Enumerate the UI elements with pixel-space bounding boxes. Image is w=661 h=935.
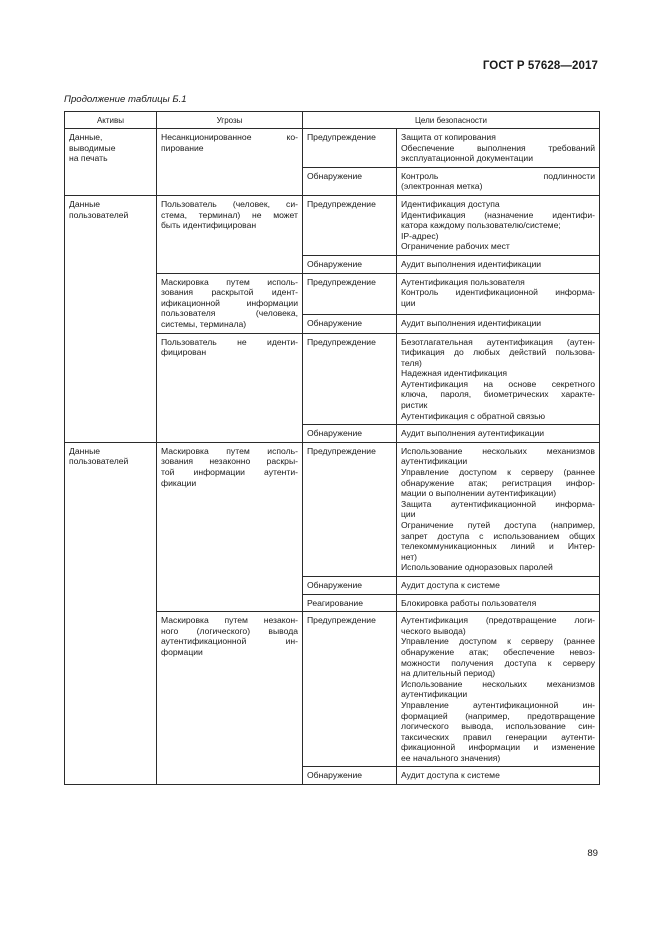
goal-type-cell	[303, 255, 397, 273]
goal-type-label: Обнаружение	[307, 579, 363, 590]
measures-cell	[397, 314, 600, 333]
text-line: той информации аутенти-	[161, 467, 298, 478]
text-line: Управление доступом к серверу (раннее	[401, 636, 596, 647]
text-line: теля)	[401, 357, 422, 368]
text-line: на печать	[69, 153, 108, 164]
goal-type-cell	[303, 273, 397, 314]
measures-cell	[397, 442, 600, 576]
goal-type-label: Предупреждение	[307, 445, 376, 456]
text-line: аутентификации	[401, 689, 468, 700]
text-line: выводимые	[69, 142, 116, 153]
text-line: логического вывода, использование син-	[401, 721, 596, 732]
text-line: стема, терминал) не может	[161, 209, 298, 220]
text-line: Безотлагательная аутентификация (аутен-	[401, 336, 596, 347]
goal-type-label: Обнаружение	[307, 170, 363, 181]
asset-cell	[65, 442, 157, 784]
text-line: Аудит выполнения идентификации	[401, 258, 542, 269]
text-line: Надежная идентификация	[401, 368, 508, 379]
goal-type-cell	[303, 594, 397, 612]
text-line: тификация до любых действий пользова-	[401, 347, 596, 358]
text-line: Контроль подлинности	[401, 170, 596, 181]
text-line: Ограничение путей доступа (например,	[401, 520, 596, 530]
text-line: Управление аутентификационной ин-	[401, 699, 596, 710]
threat-cell	[157, 195, 303, 273]
text-line: Аудит выполнения аутентификации	[401, 428, 545, 439]
text-line: ции	[401, 297, 416, 308]
goal-type-cell	[303, 612, 397, 767]
measures-cell	[397, 195, 600, 255]
text-line: таксических правил генерации аутенти-	[401, 731, 596, 742]
goal-type-cell	[303, 425, 397, 443]
text-line: нет)	[401, 551, 418, 562]
measures-cell	[397, 167, 600, 195]
goal-type-label: Предупреждение	[307, 198, 376, 209]
text-line: Несанкционированное ко-	[161, 132, 298, 142]
text-line: аутентификации	[401, 456, 468, 467]
measures-cell	[397, 612, 600, 767]
text-line: пирование	[161, 142, 204, 153]
goal-type-label: Обнаружение	[307, 770, 363, 781]
text-line: на длительный период)	[401, 668, 496, 679]
goal-type-label: Обнаружение	[307, 428, 363, 439]
text-line: можности получения доступа к серверу	[401, 657, 596, 668]
text-line: Контроль идентификационной информа-	[401, 287, 596, 298]
table-header-row	[65, 112, 600, 129]
text-line: Маскировка путем незакон-	[161, 615, 298, 626]
text-line: Маскировка путем исполь-	[161, 445, 298, 456]
text-line: Маскировка путем исполь-	[161, 276, 298, 287]
text-line: ческого вывода)	[401, 625, 466, 636]
text-line: ции	[401, 509, 416, 520]
text-line: Защита аутентификационной информа-	[401, 498, 596, 509]
goal-type-label: Предупреждение	[307, 615, 376, 626]
table-row	[65, 442, 600, 576]
text-line: Аутентификация на основе секретного	[401, 378, 596, 389]
text-line: формацией (например, предотвращение	[401, 710, 596, 721]
standard-number: ГОСТ Р 57628—2017	[482, 60, 598, 72]
text-line: Использование нескольких механизмов	[401, 445, 596, 456]
text-line: телекоммуникационных линий и Интер-	[401, 541, 596, 552]
column-header-goals: Цели безопасности	[303, 112, 600, 129]
text-line: фикационной информации и изменение	[401, 742, 596, 753]
text-line: Аутентификация с обратной связью	[401, 410, 546, 421]
text-line: Аутентификация пользователя	[401, 276, 525, 287]
goal-type-label: Предупреждение	[307, 132, 376, 142]
measures-cell	[397, 129, 600, 168]
threat-cell	[157, 333, 303, 442]
text-line: (электронная метка)	[401, 181, 483, 192]
asset-cell	[65, 129, 157, 196]
goal-type-cell	[303, 195, 397, 255]
text-line: ификационной информации	[161, 297, 298, 308]
goal-type-cell	[303, 167, 397, 195]
measures-cell	[397, 333, 600, 425]
goal-type-cell	[303, 314, 397, 333]
goal-type-label: Предупреждение	[307, 276, 376, 287]
table-row	[65, 195, 600, 255]
text-line: Обеспечение выполнения требований	[401, 142, 596, 153]
text-line: Защита от копирования	[401, 132, 496, 142]
text-line: ключа, пароля, биометрических характе-	[401, 389, 596, 400]
text-line: IP-адрес)	[401, 230, 439, 241]
text-line: Управление доступом к серверу (раннее	[401, 467, 596, 478]
column-header-threats: Угрозы	[157, 112, 303, 129]
goal-type-cell	[303, 767, 397, 785]
text-line: формации	[161, 646, 203, 657]
measures-cell	[397, 425, 600, 443]
text-line: Идентификация доступа	[401, 198, 500, 209]
text-line: эксплуатационной документации	[401, 153, 534, 164]
text-line: Данные,	[69, 132, 103, 142]
text-line: Использование одноразовых паролей	[401, 562, 553, 573]
goal-type-label: Обнаружение	[307, 258, 363, 269]
text-line: зования раскрытой идент-	[161, 287, 298, 298]
text-line: обнаружение атак; регистрация инфор-	[401, 477, 596, 488]
text-line: Пользователь (человек, си-	[161, 198, 298, 209]
threat-cell	[157, 612, 303, 785]
text-line: мации о выполнении аутентификации)	[401, 488, 557, 499]
text-line: ристик	[401, 400, 428, 411]
text-line: Идентификация (назначение идентифи-	[401, 209, 596, 220]
text-line: ее начального значения)	[401, 752, 501, 763]
text-line: Аутентификация (предотвращение логи-	[401, 615, 596, 626]
text-line: ного (логического) вывода	[161, 625, 298, 636]
text-line: Аудит выполнения идентификации	[401, 317, 542, 328]
goal-type-label: Обнаружение	[307, 317, 363, 328]
goal-type-label: Реагирование	[307, 597, 363, 608]
column-header-assets: Активы	[65, 112, 157, 129]
text-line: пользователя (человека,	[161, 308, 298, 319]
goal-type-label: Предупреждение	[307, 336, 376, 347]
text-line: Аудит доступа к системе	[401, 770, 500, 781]
measures-cell	[397, 273, 600, 314]
text-line: фицирован	[161, 347, 207, 358]
text-line: системы, терминала)	[161, 318, 247, 329]
table-caption: Продолжение таблицы Б.1	[64, 94, 187, 105]
measures-cell	[397, 594, 600, 612]
text-line: Данные	[69, 198, 101, 209]
text-line: Ограничение рабочих мест	[401, 241, 510, 252]
text-line: Блокировка работы пользователя	[401, 597, 537, 608]
goal-type-cell	[303, 333, 397, 425]
text-line: катора каждому пользователю/системе;	[401, 220, 561, 231]
security-goals-table	[64, 111, 600, 785]
goal-type-cell	[303, 576, 397, 594]
asset-cell	[65, 195, 157, 442]
goal-type-cell	[303, 129, 397, 168]
threat-cell	[157, 273, 303, 333]
text-line: обнаружение атак; обеспечение невоз-	[401, 646, 596, 657]
text-line: зования незаконно раскры-	[161, 456, 298, 467]
text-line: Использование нескольких механизмов	[401, 678, 596, 689]
text-line: пользователей	[69, 209, 129, 220]
text-line: Аудит доступа к системе	[401, 579, 500, 590]
text-line: аутентификационной ин-	[161, 636, 298, 647]
text-line: Данные	[69, 445, 101, 456]
measures-cell	[397, 576, 600, 594]
text-line: Пользователь не иденти-	[161, 336, 298, 347]
text-line: запрет доступа с использованием общих	[401, 530, 596, 541]
threat-cell	[157, 129, 303, 196]
threat-cell	[157, 442, 303, 611]
page-number: 89	[587, 848, 598, 859]
text-line: пользователей	[69, 456, 129, 467]
table-row	[65, 129, 600, 168]
measures-cell	[397, 767, 600, 785]
goal-type-cell	[303, 442, 397, 576]
text-line: быть идентифицирован	[161, 220, 257, 231]
measures-cell	[397, 255, 600, 273]
text-line: фикации	[161, 477, 197, 488]
